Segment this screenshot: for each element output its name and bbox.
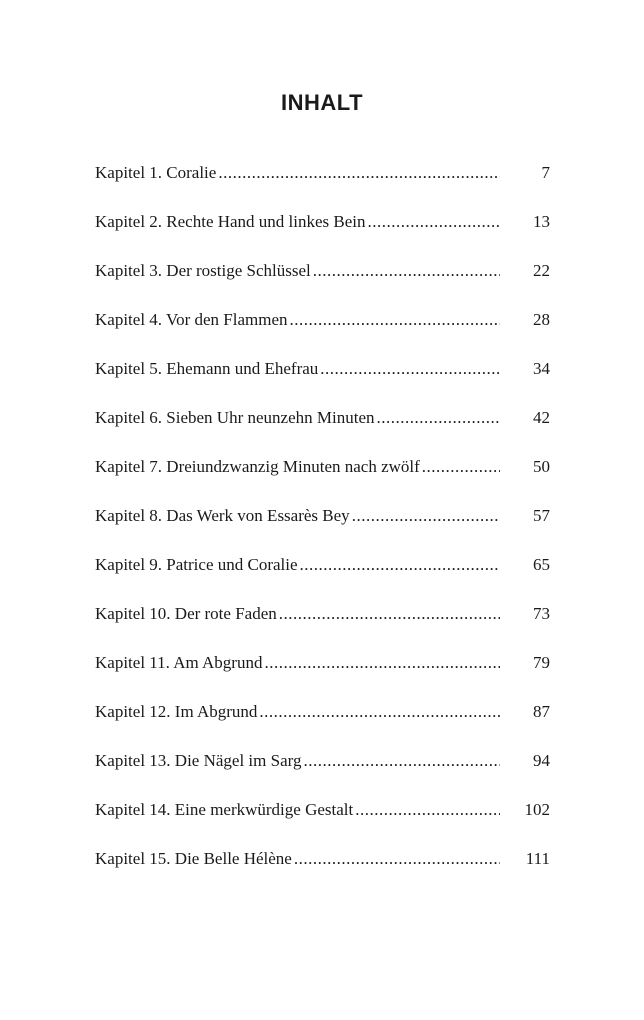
toc-entry bbox=[95, 197, 550, 246]
page-number: 87 bbox=[533, 701, 550, 721]
page-number: 22 bbox=[533, 260, 550, 280]
page-number: 34 bbox=[533, 358, 550, 378]
dot-leader bbox=[303, 751, 500, 771]
toc-entry bbox=[95, 344, 550, 393]
chapter-title: Kapitel 3. Der rostige Schlüssel bbox=[95, 260, 311, 280]
chapter-title: Kapitel 2. Rechte Hand und linkes Bein bbox=[95, 211, 366, 231]
chapter-title: Kapitel 7. Dreiundzwanzig Minuten nach zwölf bbox=[95, 456, 420, 476]
toc-entry bbox=[95, 687, 550, 736]
dot-leader bbox=[368, 212, 500, 232]
page-number: 50 bbox=[533, 456, 550, 476]
dot-leader bbox=[377, 408, 501, 428]
chapter-title: Kapitel 13. Die Nägel im Sarg bbox=[95, 750, 302, 770]
page-number: 102 bbox=[524, 799, 550, 819]
page-number: 94 bbox=[533, 750, 550, 770]
page-number: 13 bbox=[533, 211, 550, 231]
toc-entry bbox=[95, 785, 550, 834]
toc-entry bbox=[95, 834, 550, 883]
chapter-title: Kapitel 1. Coralie bbox=[95, 162, 217, 182]
chapter-title: Kapitel 4. Vor den Flammen bbox=[95, 309, 288, 329]
toc-entry bbox=[95, 491, 550, 540]
toc-entry bbox=[95, 589, 550, 638]
dot-leader bbox=[294, 849, 500, 869]
dot-leader bbox=[422, 457, 500, 477]
page-number: 57 bbox=[533, 505, 550, 525]
page-number: 7 bbox=[541, 162, 550, 182]
dot-leader bbox=[279, 604, 500, 624]
toc-entry bbox=[95, 148, 550, 197]
chapter-title: Kapitel 15. Die Belle Hélène bbox=[95, 848, 292, 868]
dot-leader bbox=[264, 653, 500, 673]
chapter-title: Kapitel 8. Das Werk von Essarès Bey bbox=[95, 505, 350, 525]
chapter-title: Kapitel 9. Patrice und Coralie bbox=[95, 554, 298, 574]
page-number: 79 bbox=[533, 652, 550, 672]
page-number: 73 bbox=[533, 603, 550, 623]
dot-leader bbox=[355, 800, 500, 820]
dot-leader bbox=[320, 359, 500, 379]
dot-leader bbox=[218, 163, 500, 183]
toc-entry bbox=[95, 442, 550, 491]
dot-leader bbox=[290, 310, 501, 330]
dot-leader bbox=[259, 702, 500, 722]
toc-entry bbox=[95, 295, 550, 344]
page-number: 42 bbox=[533, 407, 550, 427]
page-title: INHALT bbox=[280, 90, 364, 115]
chapter-title: Kapitel 10. Der rote Faden bbox=[95, 603, 277, 623]
chapter-title: Kapitel 6. Sieben Uhr neunzehn Minuten bbox=[95, 407, 375, 427]
toc-entry bbox=[95, 540, 550, 589]
page-number: 65 bbox=[533, 554, 550, 574]
dot-leader bbox=[313, 261, 500, 281]
dot-leader bbox=[300, 555, 500, 575]
toc-entry bbox=[95, 393, 550, 442]
dot-leader bbox=[352, 506, 500, 526]
page-number: 111 bbox=[525, 848, 550, 868]
page-number: 28 bbox=[533, 309, 550, 329]
chapter-title: Kapitel 12. Im Abgrund bbox=[95, 701, 258, 721]
chapter-title: Kapitel 5. Ehemann und Ehefrau bbox=[95, 358, 319, 378]
toc-entry bbox=[95, 638, 550, 687]
chapter-title: Kapitel 14. Eine merkwürdige Gestalt bbox=[95, 799, 354, 819]
table-of-contents bbox=[95, 148, 550, 883]
toc-entry bbox=[95, 736, 550, 785]
toc-entry bbox=[95, 246, 550, 295]
chapter-title: Kapitel 11. Am Abgrund bbox=[95, 652, 263, 672]
